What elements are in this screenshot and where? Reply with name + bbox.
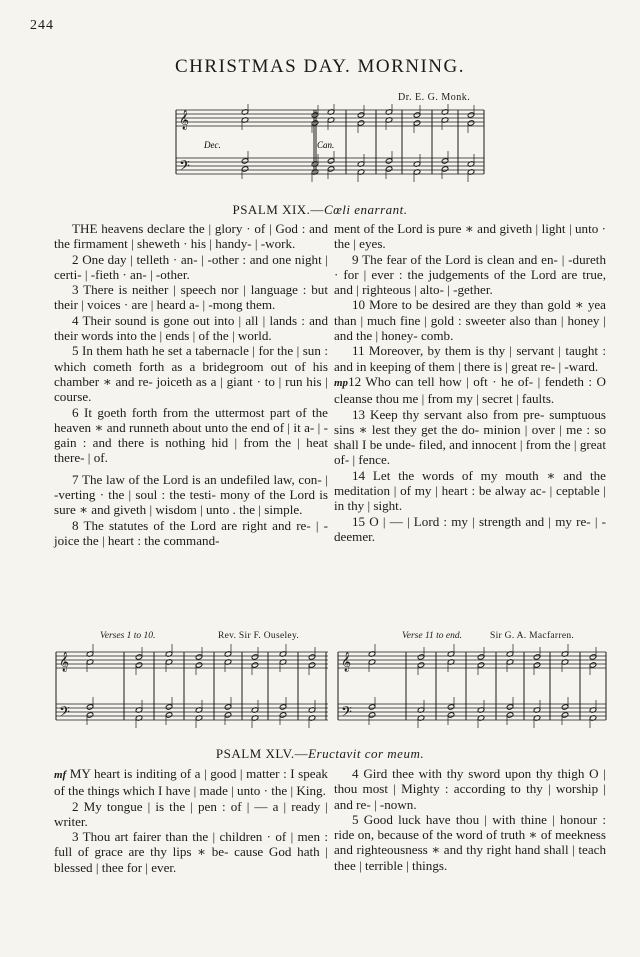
page-number: 244	[30, 18, 54, 33]
note-head	[251, 654, 259, 660]
note-head	[251, 662, 259, 668]
left-chant-verse-label: Verses 1 to 10.	[100, 631, 156, 641]
note-head	[357, 120, 365, 126]
note-head	[413, 120, 421, 126]
mp-mark: mp	[334, 376, 349, 389]
treble-clef-icon: 𝄞	[59, 652, 70, 672]
verse-8: 8 The statutes of the Lord are right and re- | -joice the | heart : the command-	[54, 517, 328, 548]
note-head	[279, 704, 287, 710]
left-chant-score	[54, 644, 330, 730]
note-head	[308, 654, 316, 660]
verse-13: 13 Keep thy servant also from pre- sumptuous sins ∗ lest they get the do- minion | over | me : so shall I be unde- filed, and innocent | from the | great of- | fence.	[334, 406, 606, 468]
note-head	[413, 112, 421, 118]
note-head	[357, 112, 365, 118]
note-head	[135, 654, 143, 660]
psalm-45-number: PSALM XLV.—	[215, 746, 309, 761]
top-chant-score	[174, 104, 486, 188]
can-label: Can.	[317, 140, 335, 150]
note-head	[506, 704, 514, 710]
note-head	[311, 112, 319, 118]
note-head	[385, 166, 393, 172]
note-head	[135, 662, 143, 668]
verse-14: 14 Let the words of my mouth ∗ and the meditation | of my | heart : be alway ac- | ceptable | in thy | sight.	[334, 467, 606, 514]
psalm-45-latin: Eructavit cor meum.	[308, 746, 425, 761]
right-chant-score	[336, 644, 608, 730]
right-chant-verse-label: Verse 11 to end.	[402, 631, 462, 641]
psalm-45-right-column	[334, 766, 606, 873]
note-head	[368, 712, 376, 718]
verse-15: 15 O | — | Lord : my | strength and | my re- | -deemer.	[334, 513, 606, 544]
verse-8-cont: ment of the Lord is pure ∗ and giveth | light | unto · the | eyes.	[334, 221, 606, 252]
note-head	[368, 704, 376, 710]
note-head	[477, 662, 485, 668]
psalm-45-heading	[0, 746, 640, 762]
note-head	[224, 704, 232, 710]
note-head	[195, 654, 203, 660]
verse-9: 9 The fear of the Lord is clean and en- | -dureth · for | ever : the judgements of the Lord are true, and | righteous | alto- | -gether.	[334, 251, 606, 298]
verse-1: THE heavens declare the | glory · of | God : and the firmament | sheweth · his | handy- | -work.	[54, 221, 328, 252]
note-head	[195, 662, 203, 668]
left-chant-composer: Rev. Sir F. Ouseley.	[218, 631, 300, 641]
note-head	[311, 120, 319, 126]
note-head	[385, 158, 393, 164]
note-head	[241, 166, 249, 172]
note-head	[441, 166, 449, 172]
psalm-45-verse-2: 2 My tongue | is the | pen : of | — a | ready | writer.	[54, 798, 328, 829]
note-head	[561, 712, 569, 718]
note-head	[477, 654, 485, 660]
note-head	[447, 712, 455, 718]
psalm-45-verse-1: mf MY heart is inditing of a | good | matter : I speak of the things which I have | made | unto · the | King.	[54, 766, 328, 799]
treble-clef-icon: 𝄞	[179, 110, 190, 130]
verse-11: 11 Moreover, by them is thy | servant | taught : and in keeping of them | there is | great re- | -ward.	[334, 343, 606, 374]
psalm-45-left-column	[54, 766, 328, 875]
verse-2: 2 One day | telleth · an- | -other : and one night | certi- | -fieth · an- | -other.	[54, 251, 328, 282]
verse-6: 6 It goeth forth from the uttermost part of the heaven ∗ and runneth about unto the end of | it a- | -gain : and there is nothing hid | from the | heat there- | of.	[54, 404, 328, 466]
note-head	[86, 704, 94, 710]
psalm-19-right-column	[334, 221, 606, 544]
bass-clef-icon: 𝄢	[341, 704, 352, 724]
note-head	[561, 704, 569, 710]
note-head	[327, 158, 335, 164]
note-head	[417, 654, 425, 660]
bass-clef-icon: 𝄢	[179, 158, 190, 178]
note-head	[506, 712, 514, 718]
note-head	[86, 712, 94, 718]
note-head	[308, 662, 316, 668]
note-head	[441, 158, 449, 164]
psalm-45-verse-5: 5 Good luck have thou | with thine | honour : ride on, because of the word of truth ∗ of meekness and righteousness ∗ and thy right hand shall | teach thee | terrible | things.	[334, 811, 606, 873]
note-head	[533, 662, 541, 668]
verse-4: 4 Their sound is gone out into | all | lands : and their words into the | ends | of the | world.	[54, 312, 328, 344]
verse-12: mp12 Who can tell how | oft · he of- | fendeth : O cleanse thou me | from my | secret | faults.	[334, 373, 606, 407]
psalm-19-number: PSALM XIX.—	[232, 202, 324, 217]
dec-label: Dec.	[204, 140, 221, 150]
note-head	[589, 662, 597, 668]
note-head	[224, 712, 232, 718]
note-head	[467, 112, 475, 118]
note-head	[165, 704, 173, 710]
treble-clef-icon: 𝄞	[341, 652, 352, 672]
psalm-19-left-column	[54, 221, 328, 548]
verse-7: 7 The law of the Lord is an undefiled law, con- | -verting · the | soul : the testi- mony of the Lord is sure ∗ and giveth | wisdom | unto . the | simple.	[54, 471, 328, 518]
note-head	[417, 662, 425, 668]
note-head	[241, 158, 249, 164]
note-head	[165, 712, 173, 718]
psalm-45-verse-4: 4 Gird thee with thy sword upon thy thigh O | thou most | Mighty : according to thy | worship | and re- | -nown.	[334, 766, 606, 812]
top-chant-composer: Dr. E. G. Monk.	[398, 92, 471, 103]
right-chant-composer: Sir G. A. Macfarren.	[490, 631, 575, 641]
page-title: CHRISTMAS DAY. MORNING.	[175, 56, 465, 77]
bass-clef-icon: 𝄢	[59, 704, 70, 724]
verse-10: 10 More to be desired are they than gold ∗ yea than | much fine | gold : sweeter also than | honey | and the | honey- comb.	[334, 297, 606, 344]
note-head	[533, 654, 541, 660]
note-head	[589, 654, 597, 660]
verse-5: 5 In them hath he set a tabernacle | for the | sun : which cometh forth as a bridegroom out of his chamber ∗ and re- joiceth as a | giant · to | run his | course.	[54, 343, 328, 405]
mf-mark: mf	[54, 769, 67, 781]
note-head	[467, 120, 475, 126]
note-head	[447, 704, 455, 710]
psalm-45-verse-3: 3 Thou art fairer than the | children · of | men : full of grace are thy lips ∗ be- cause God hath | blessed | thee for | ever.	[54, 829, 328, 875]
psalm-19-latin: Cœli enarrant.	[323, 202, 408, 217]
note-head	[279, 712, 287, 718]
psalm-19-heading	[0, 202, 640, 218]
note-head	[327, 166, 335, 172]
verse-3: 3 There is neither | speech nor | language : but their | voices · are | heard a- | -mong them.	[54, 282, 328, 313]
